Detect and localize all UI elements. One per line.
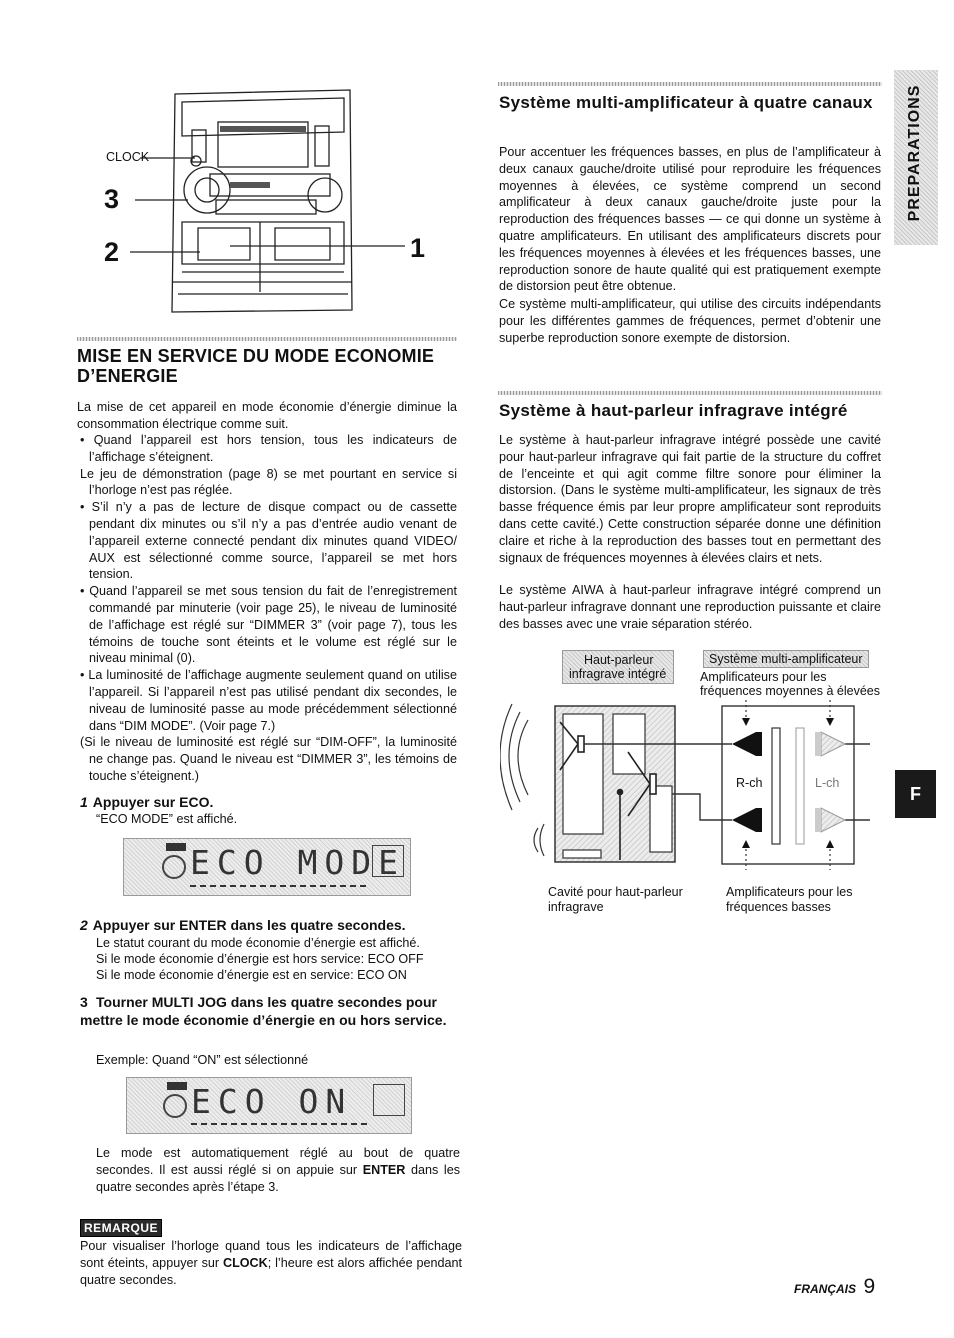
step-number: 1 bbox=[80, 794, 88, 810]
step-2-line-3: Si le mode économie d’énergie est en service: ECO ON bbox=[96, 968, 407, 982]
label-rch: R-ch bbox=[736, 776, 763, 790]
label-lch: L-ch bbox=[815, 776, 840, 790]
sec2-para2: Le système AIWA à haut-parleur infragrave intégré comprend un haut-parleur infragrave donnant une reproduction puissante et claire des basses avec une vraie séparation stéréo. bbox=[499, 583, 881, 631]
footer-language: FRANÇAIS bbox=[794, 1282, 856, 1296]
amp-low-line-2: fréquences basses bbox=[726, 900, 831, 914]
lcd-corner-box bbox=[373, 1084, 405, 1116]
section-rule bbox=[498, 391, 882, 395]
list-item: • S’il n’y a pas de lecture de disque compact ou de cassette pendant dix minutes ou s’il n’y a pas d’entrée audio venant de l’appareil externe connecté pendant dix minutes quand VIDEO/ AUX est sélectionné comme source, l’appareil se met hors tension. bbox=[80, 500, 457, 582]
left-bullets bbox=[77, 432, 457, 785]
step-3-body: Exemple: Quand “ON” est sélectionné bbox=[96, 1053, 309, 1067]
lcd-dashes bbox=[191, 1123, 367, 1125]
step-2-title: 2 Appuyer sur ENTER dans les quatre secondes. bbox=[80, 917, 406, 933]
amp-high-line-2: fréquences moyennes à élevées bbox=[700, 684, 880, 698]
tag-subwoofer-line-2: infragrave intégré bbox=[569, 667, 667, 681]
disc-icon bbox=[163, 1094, 187, 1118]
left-heading: MISE EN SERVICE DU MODE ECONOMIE D’ENERGIE bbox=[77, 346, 435, 386]
tag-multi-amp-text: Système multi-amplificateur bbox=[709, 652, 863, 666]
step-3-after: Le mode est automatiquement réglé au bout de quatre secondes. Il est aussi réglé si on appuie sur ENTER dans les quatre secondes après l’étape 3. bbox=[96, 1146, 460, 1194]
lcd-eco-mode bbox=[123, 838, 411, 896]
side-tab-f: F bbox=[895, 770, 936, 818]
step-number: 2 bbox=[80, 917, 88, 933]
list-item: (Si le niveau de luminosité est réglé sur “DIM-OFF”, la luminosité ne change pas. Quand le niveau est “DIMMER 3”, les témoins de touche s’éteignent.) bbox=[80, 735, 457, 783]
amp-high-line-1: Amplificateurs pour les bbox=[700, 670, 827, 684]
disc-icon bbox=[162, 855, 186, 879]
section-rule bbox=[498, 82, 882, 86]
label-1: 1 bbox=[410, 233, 426, 263]
lcd-corner-box bbox=[372, 845, 404, 877]
cavity-line-2: infragrave bbox=[548, 900, 604, 914]
step-number: 3 bbox=[80, 994, 88, 1010]
cavity-line-1: Cavité pour haut-parleur bbox=[548, 885, 683, 899]
indicator-block bbox=[166, 843, 186, 851]
section-rule bbox=[77, 337, 457, 341]
label-2: 2 bbox=[104, 237, 120, 267]
stereo-unit-drawing bbox=[100, 82, 450, 322]
lcd-eco-on bbox=[126, 1077, 412, 1134]
note-text: Pour visualiser l’horloge quand tous les indicateurs de l’affichage sont éteints, appuyer sur CLOCK; l’heure est alors affichée pendant quatre secondes. bbox=[80, 1239, 462, 1287]
sec1-para2: Ce système multi-amplificateur, qui utilise des circuits indépendants pour les différentes gammes de fréquences, permet d’obtenir une superbe reproduction sonore exempte de distorsion. bbox=[499, 297, 881, 345]
page-number: 9 bbox=[863, 1275, 876, 1298]
step-1-body: “ECO MODE” est affiché. bbox=[96, 812, 238, 826]
list-item: • La luminosité de l’affichage augmente seulement quand on utilise l’appareil. Si l’appareil n’est pas utilisé pendant dix secondes, le niveau de luminosité passe au mode précédemment sélectionné dans “DIM MODE”. (Voir page 7.) bbox=[80, 668, 457, 733]
sec1-heading: Système multi-amplificateur à quatre canaux bbox=[499, 93, 873, 112]
footer bbox=[794, 1275, 875, 1299]
label-clock: CLOCK bbox=[106, 150, 150, 164]
device-figure bbox=[100, 82, 450, 322]
list-item: • Quand l’appareil se met sous tension du fait de l’enregistrement commandé par minuterie (voir page 25), le niveau de luminosité de l’affichage est réglé sur “DIMMER 3” (voir page 7), tous les témoins de touche sont éteints et le volume est réglé sur le niveau minimal (0). bbox=[80, 584, 457, 666]
sec1-para1: Pour accentuer les fréquences basses, en plus de l’amplificateur à deux canaux gauche/droite utilisé pour reproduire les fréquences moyennes à élevées, ce système comprend un second amplificateur à deux canaux gauche/droite juste pour la reproduction des fréquences basses — ce qui donne un système à quatre amplificateurs. En utilisant des amplificateurs discrets pour les fréquences moyennes à élevées et les fréquences basses, une reproduction sonore de haute qualité qui est pratiquement exempte de distorsion peut être obtenue. bbox=[499, 145, 881, 294]
step-1-title: 1 Appuyer sur ECO. bbox=[80, 794, 214, 810]
sec2-para1: Le système à haut-parleur infragrave intégré possède une cavité pour haut-parleur infragrave qui fait partie de la structure du coffret de l’enceinte et qui agit comme filtre sonore pour éliminer la distorsion. (Dans le système multi-amplificateur, les signaux de très basse fréquence émis par leur propre amplificateur sont reproduits dans cette cavité.) Cette construction séparée donne une définition claire et riche à la reproduction des basses tout en permettant des signaux de fréquences moyennes à élevées clairs et nets. bbox=[499, 433, 881, 565]
lcd-dashes bbox=[190, 885, 366, 887]
side-vertical-text: PREPARATIONS bbox=[906, 84, 923, 222]
indicator-block bbox=[167, 1082, 187, 1090]
step-2-line-1: Le statut courant du mode économie d’énergie est affiché. bbox=[96, 936, 420, 950]
list-item: Le jeu de démonstration (page 8) se met pourtant en service si l’horloge n’est pas réglée. bbox=[80, 466, 457, 498]
list-item: • Quand l’appareil est hors tension, tous les indicateurs de l’affichage s’éteignent. bbox=[80, 433, 457, 464]
step-3-title: 3 Tourner MULTI JOG dans les quatre secondes pour mettre le mode économie d’énergie en ou hors service. bbox=[80, 994, 447, 1028]
left-intro: La mise de cet appareil en mode économie d’énergie diminue la consommation électrique comme suit. bbox=[77, 400, 457, 431]
amp-low-line-1: Amplificateurs pour les bbox=[726, 885, 853, 899]
step-2-line-2: Si le mode économie d’énergie est hors service: ECO OFF bbox=[96, 952, 424, 966]
remarque-badge: REMARQUE bbox=[80, 1219, 162, 1237]
sec2-heading: Système à haut-parleur infragrave intégré bbox=[499, 401, 848, 420]
label-3: 3 bbox=[104, 184, 120, 214]
lcd-text: ECO ON bbox=[191, 1082, 353, 1121]
tag-subwoofer-line-1: Haut-parleur bbox=[584, 653, 654, 667]
lcd-text: ECO MODE bbox=[190, 843, 405, 882]
